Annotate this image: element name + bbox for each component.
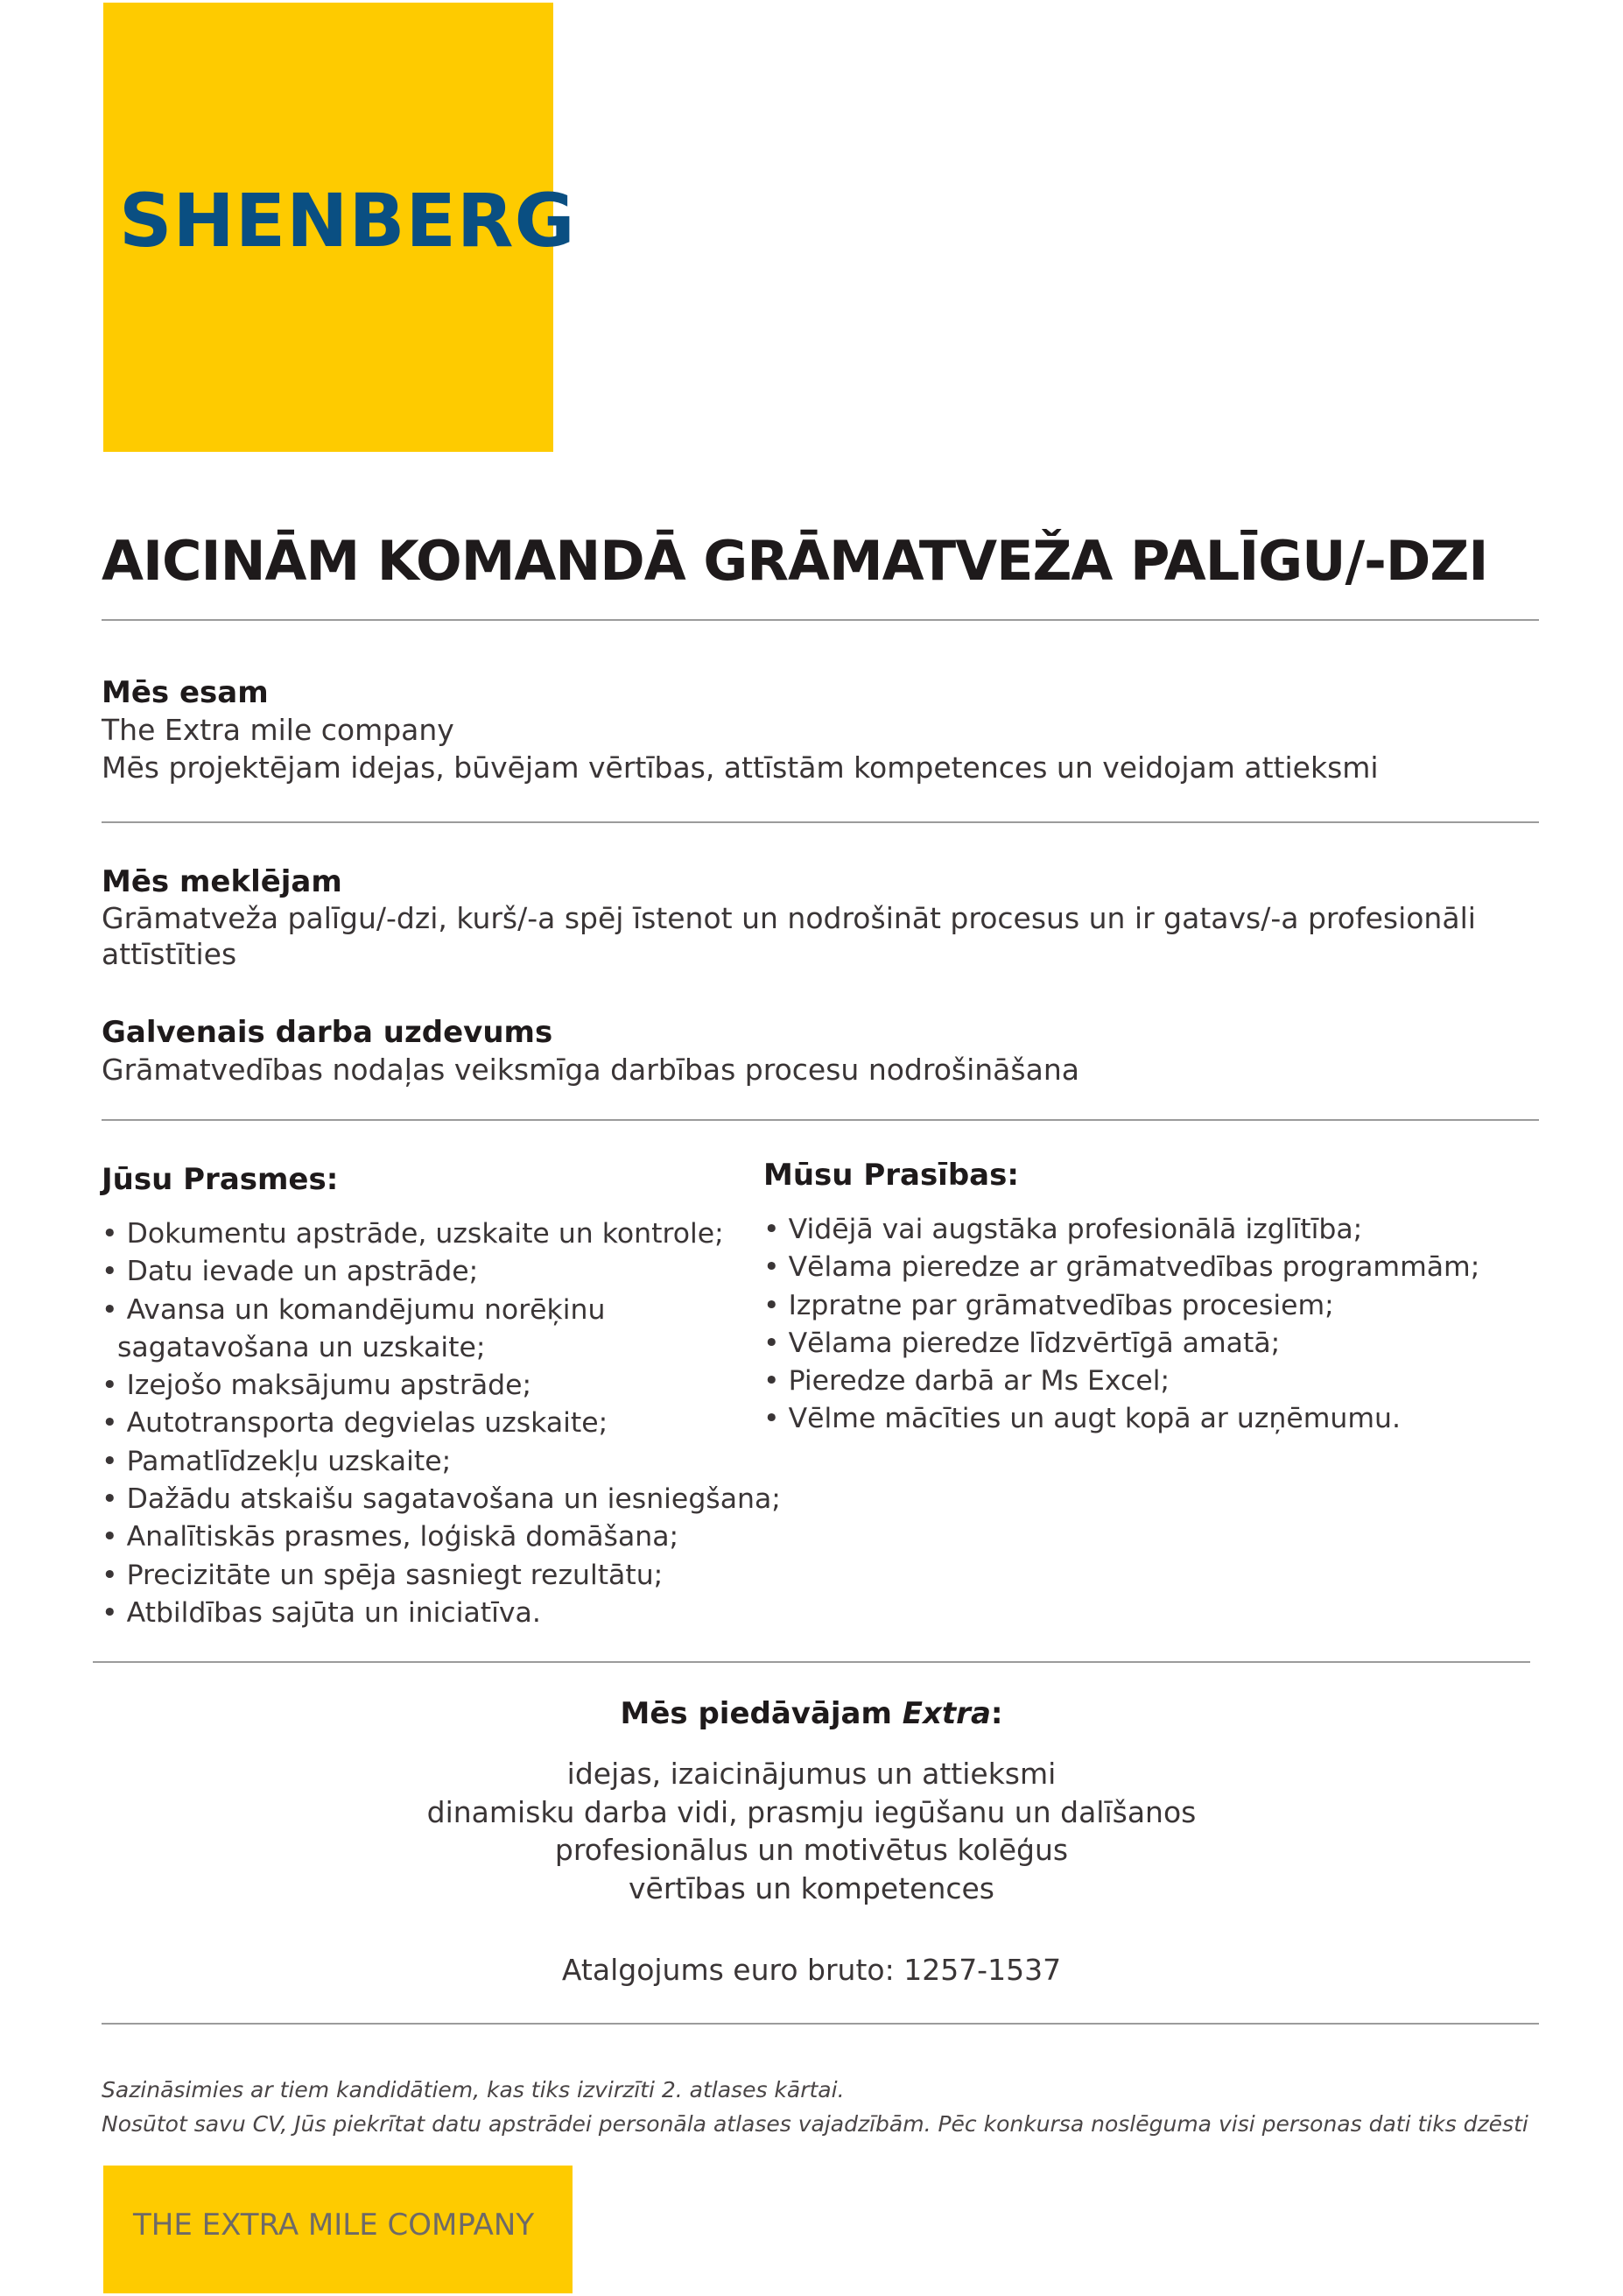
section-line: Mēs projektējam idejas, būvējam vērtības, attīstām kompetences un veidojam attieksmi: [102, 750, 1379, 785]
section-line: Grāmatvedības nodaļas veiksmīga darbības procesu nodrošināšana: [102, 1053, 1079, 1087]
list-item: • Izejošo maksājumu apstrāde;: [102, 1370, 532, 1402]
footnote-line: Sazināsimies ar tiem kandidātiem, kas tiks izvirzīti 2. atlases kārtai.: [102, 2077, 845, 2102]
footnotes: [102, 2073, 1528, 2141]
divider: [102, 619, 1539, 621]
list-item: • Pieredze darbā ar Ms Excel;: [763, 1365, 1170, 1398]
company-logo: SHENBERG: [119, 178, 576, 264]
divider: [93, 1661, 1530, 1663]
page-title: AICINĀM KOMANDĀ GRĀMATVEŽA PALĪGU/-DZI: [102, 529, 1488, 593]
list-item: • Avansa un komandējumu norēķinu: [102, 1293, 606, 1326]
offer-heading-prefix: Mēs piedāvājam: [620, 1696, 903, 1731]
offer-section: [0, 1694, 1623, 1990]
list-item: • Vēlama pieredze ar grāmatvedības programmām;: [763, 1251, 1480, 1284]
logo-box: [103, 3, 576, 452]
requirements-list: [763, 1211, 1479, 1439]
list-item: • Dažādu atskaišu sagatavošana un iesniegšana;: [102, 1483, 781, 1516]
list-item: • Izpratne par grāmatvedības procesiem;: [763, 1289, 1334, 1321]
skills-column: [102, 1161, 781, 1632]
list-item: • Precizitāte un spēja sasniegt rezultātu;: [102, 1559, 664, 1591]
section-we-are: [102, 674, 1379, 786]
section-we-seek: [102, 863, 1476, 972]
section-heading: Mēs esam: [102, 675, 269, 710]
list-item: • Autotransporta degvielas uzskaite;: [102, 1407, 608, 1440]
section-heading: Mēs meklējam: [102, 864, 342, 899]
offer-heading-suffix: :: [990, 1696, 1003, 1731]
divider: [102, 2023, 1539, 2025]
salary-text: Atalgojums euro bruto: 1257-1537: [561, 1953, 1062, 1987]
skills-heading: Jūsu Prasmes:: [102, 1162, 339, 1197]
footnote-line: Nosūtot savu CV, Jūs piekrītat datu apstrādei personāla atlases vajadzībām. Pēc konkursa noslēguma visi personas dati tiks dzēsti: [102, 2111, 1528, 2137]
footer-slogan: THE EXTRA MILE COMPANY: [133, 2208, 535, 2243]
skills-list: [102, 1215, 781, 1632]
requirements-column: [763, 1157, 1479, 1439]
divider: [102, 1119, 1539, 1121]
list-item: • Dokumentu apstrāde, uzskaite un kontrole;: [102, 1218, 724, 1250]
offer-line: dinamisku darba vidi, prasmju iegūšanu un dalīšanos: [426, 1794, 1197, 1829]
offer-line: idejas, izaicinājumus un attieksmi: [566, 1757, 1057, 1791]
list-item: sagatavošana un uzskaite;: [117, 1331, 486, 1363]
footer-box: [103, 2166, 573, 2293]
list-item: • Atbildības sajūta un iniciatīva.: [102, 1596, 541, 1629]
list-item: • Analītiskās prasmes, loģiskā domāšana;: [102, 1521, 679, 1553]
section-line: Grāmatveža palīgu/-dzi, kurš/-a spēj īstenot un nodrošināt procesus un ir gatavs/-a profesionāli: [102, 901, 1476, 935]
section-line: attīstīties: [102, 937, 237, 971]
requirements-heading: Mūsu Prasības:: [763, 1158, 1019, 1193]
list-item: • Vēlama pieredze līdzvērtīgā amatā;: [763, 1327, 1281, 1359]
offer-heading-emphasis: Extra: [902, 1696, 991, 1731]
section-heading: Galvenais darba uzdevums: [102, 1015, 553, 1050]
list-item: • Vidējā vai augstāka profesionālā izglītība;: [763, 1214, 1363, 1245]
section-line: The Extra mile company: [102, 713, 454, 747]
offer-line: profesionālus un motivētus kolēģus: [554, 1833, 1069, 1867]
list-item: • Vēlme mācīties un augt kopā ar uzņēmumu.: [763, 1403, 1402, 1435]
divider: [102, 821, 1539, 823]
offer-heading: [0, 1694, 1623, 1734]
list-item: • Pamatlīdzekļu uzskaite;: [102, 1445, 452, 1477]
section-main-task: [102, 1014, 1079, 1088]
list-item: • Datu ievade un apstrāde;: [102, 1256, 479, 1288]
offer-line: vērtības un kompetences: [629, 1870, 994, 1905]
